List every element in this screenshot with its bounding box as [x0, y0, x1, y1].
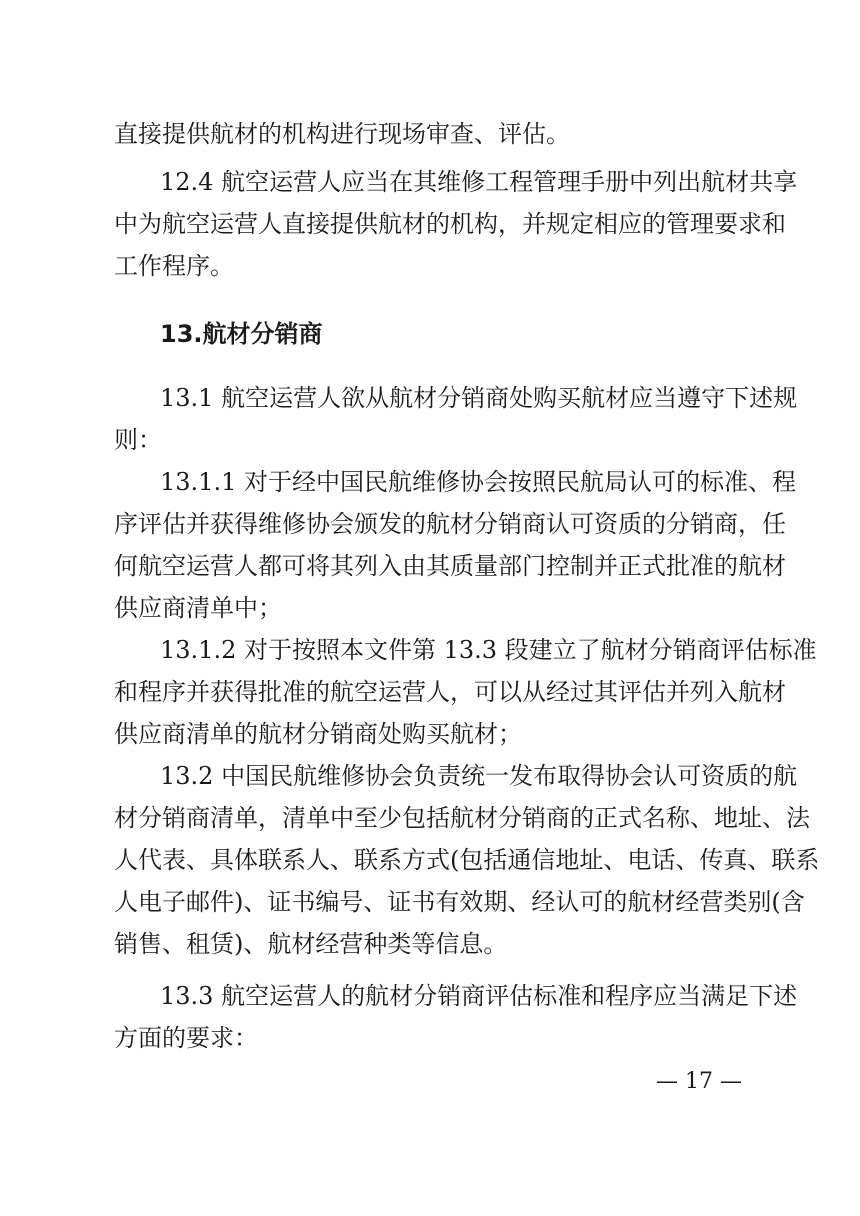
text-line-17: 人代表、具体联系人、联系方式(包括通信地址、电话、传真、联系: [114, 846, 820, 874]
text-line-18: 人电子邮件)、证书编号、证书有效期、经认可的航材经营类别(含: [114, 888, 805, 916]
text-line-1: 直接提供航材的机构进行现场审查、评估。: [114, 120, 570, 148]
text-line-2: 12.4 航空运营人应当在其维修工程管理手册中列出航材共享: [160, 168, 798, 196]
text-line-16: 材分销商清单，清单中至少包括航材分销商的正式名称、地址、法: [114, 804, 810, 832]
text-line-11: 供应商清单中；: [114, 594, 282, 622]
text-line-4: 工作程序。: [114, 252, 234, 280]
text-line-3: 中为航空运营人直接提供航材的机构，并规定相应的管理要求和: [114, 210, 786, 238]
text-line-7: 则：: [114, 426, 162, 454]
text-line-19: 销售、租赁)、航材经营种类等信息。: [114, 930, 508, 958]
text-line-20: 13.3 航空运营人的航材分销商评估标准和程序应当满足下述: [160, 982, 798, 1010]
section-heading: 13.航材分销商: [160, 320, 323, 348]
text-line-15: 13.2 中国民航维修协会负责统一发布取得协会认可资质的航: [160, 762, 798, 790]
text-line-10: 何航空运营人都可将其列入由其质量部门控制并正式批准的航材: [114, 552, 786, 580]
text-line-8: 13.1.1 对于经中国民航维修协会按照民航局认可的标准、程: [160, 468, 796, 496]
page-number: — 17 —: [656, 1069, 742, 1094]
text-line-6: 13.1 航空运营人欲从航材分销商处购买航材应当遵守下述规: [160, 384, 798, 412]
text-line-12: 13.1.2 对于按照本文件第 13.3 段建立了航材分销商评估标准: [160, 636, 817, 664]
text-line-9: 序评估并获得维修协会颁发的航材分销商认可资质的分销商，任: [114, 510, 786, 538]
text-line-21: 方面的要求：: [114, 1024, 258, 1052]
text-line-14: 供应商清单的航材分销商处购买航材；: [114, 720, 522, 748]
text-line-13: 和程序并获得批准的航空运营人，可以从经过其评估并列入航材: [114, 678, 786, 706]
